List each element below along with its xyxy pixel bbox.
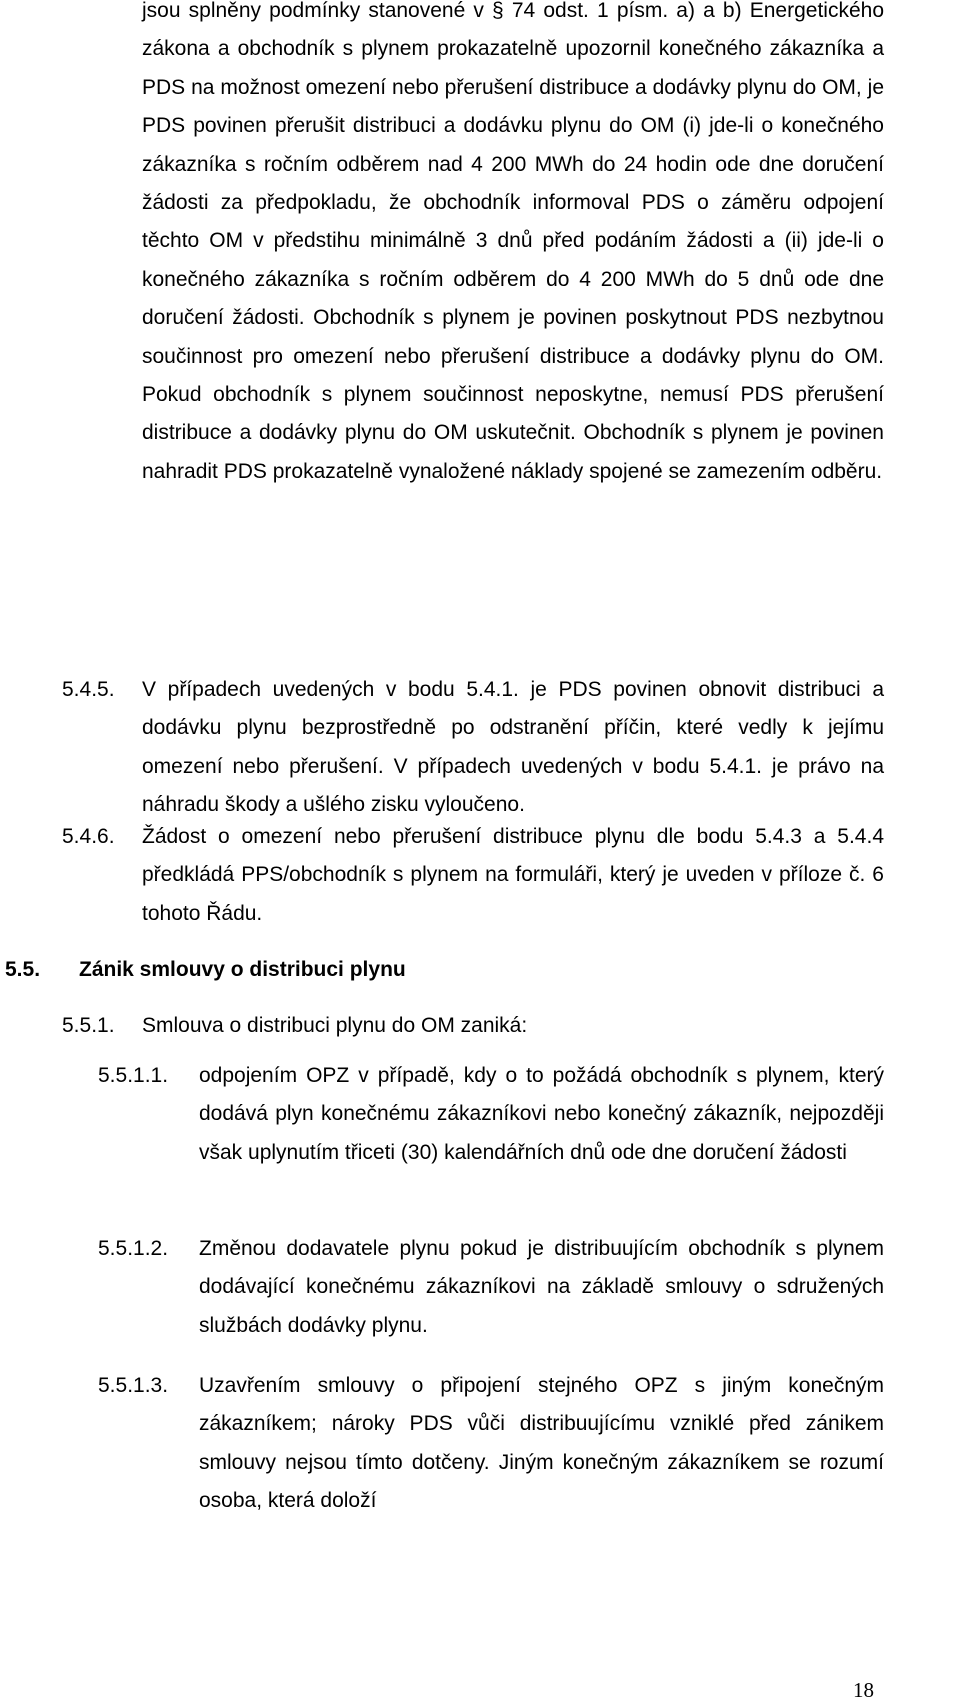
item-text: V případech uvedených v bodu 5.4.1. je PDS povinen obnovit distribuci a dodávku plynu bezprostředně po odstranění příčin, které vedly k jejímu omezení nebo přerušení. V případech uvedených v bodu 5.4.1. je právo na náhradu škody a ušlého zisku vyloučeno. bbox=[142, 678, 884, 817]
section-title: Zánik smlouvy o distribuci plynu bbox=[79, 958, 406, 981]
subitem-number: 5.5.1.2. bbox=[98, 1237, 169, 1260]
subsection-number: 5.5.1. bbox=[62, 1014, 115, 1037]
subitem-number: 5.5.1.3. bbox=[98, 1374, 169, 1397]
item-number: 5.4.6. bbox=[62, 825, 115, 848]
subitem-text: Změnou dodavatele plynu pokud je distribuujícím obchodník s plynem dodávající konečnému zákazníkovi na základě smlouvy o sdružených službách dodávky plynu. bbox=[199, 1237, 884, 1337]
subsection-text: Smlouva o distribuci plynu do OM zaniká: bbox=[142, 1014, 528, 1037]
item-text: Žádost o omezení nebo přerušení distribuce plynu dle bodu 5.4.3 a 5.4.4 předkládá PPS/obchodník s plynem na formuláři, který je uveden v příloze č. 6 tohoto Řádu. bbox=[142, 825, 884, 925]
item-number: 5.4.5. bbox=[62, 678, 115, 701]
page-number: 18 bbox=[853, 1678, 874, 1702]
subitem-text: odpojením OPZ v případě, kdy o to požádá obchodník s plynem, který dodává plyn konečnému zákazníkovi nebo konečný zákazník, nejpozději však uplynutím třiceti (30) kalendářních dnů ode dne doručení žádosti bbox=[199, 1064, 884, 1164]
section-number: 5.5. bbox=[5, 958, 41, 981]
subitem-number: 5.5.1.1. bbox=[98, 1064, 169, 1087]
continuation-paragraph: jsou splněny podmínky stanovené v § 74 odst. 1 písm. a) a b) Energetického zákona a obchodník s plynem prokazatelně upozornil konečného zákazníka a PDS na možnost omezení nebo přerušení distribuce a dodávky plynu do OM, je PDS povinen přerušit distribuci a dodávku plynu do OM (i) jde-li o konečného zákazníka s ročním odběrem nad 4 200 MWh do 24 hodin ode dne doručení žádosti za předpokladu, že obchodník informoval PDS o záměru odpojení těchto OM v předstihu minimálně 3 dnů před podáním žádosti a (ii) jde-li o konečného zákazníka s ročním odběrem do 4 200 MWh do 5 dnů ode dne doručení žádosti. Obchodník s plynem je povinen poskytnout PDS nezbytnou součinnost pro omezení nebo přerušení distribuce a dodávky plynu do OM. Pokud obchodník s plynem součinnost neposkytne, nemusí PDS přerušení distribuce a dodávky plynu do OM uskutečnit. Obchodník s plynem je povinen nahradit PDS prokazatelně vynaložené náklady spojené se zamezením odběru. bbox=[142, 0, 884, 483]
subitem-text: Uzavřením smlouvy o připojení stejného OPZ s jiným konečným zákazníkem; nároky PDS vůči distribuujícímu vzniklé před zánikem smlouvy nejsou tímto dotčeny. Jiným konečným zákazníkem se rozumí osoba, která doloží bbox=[199, 1374, 884, 1513]
